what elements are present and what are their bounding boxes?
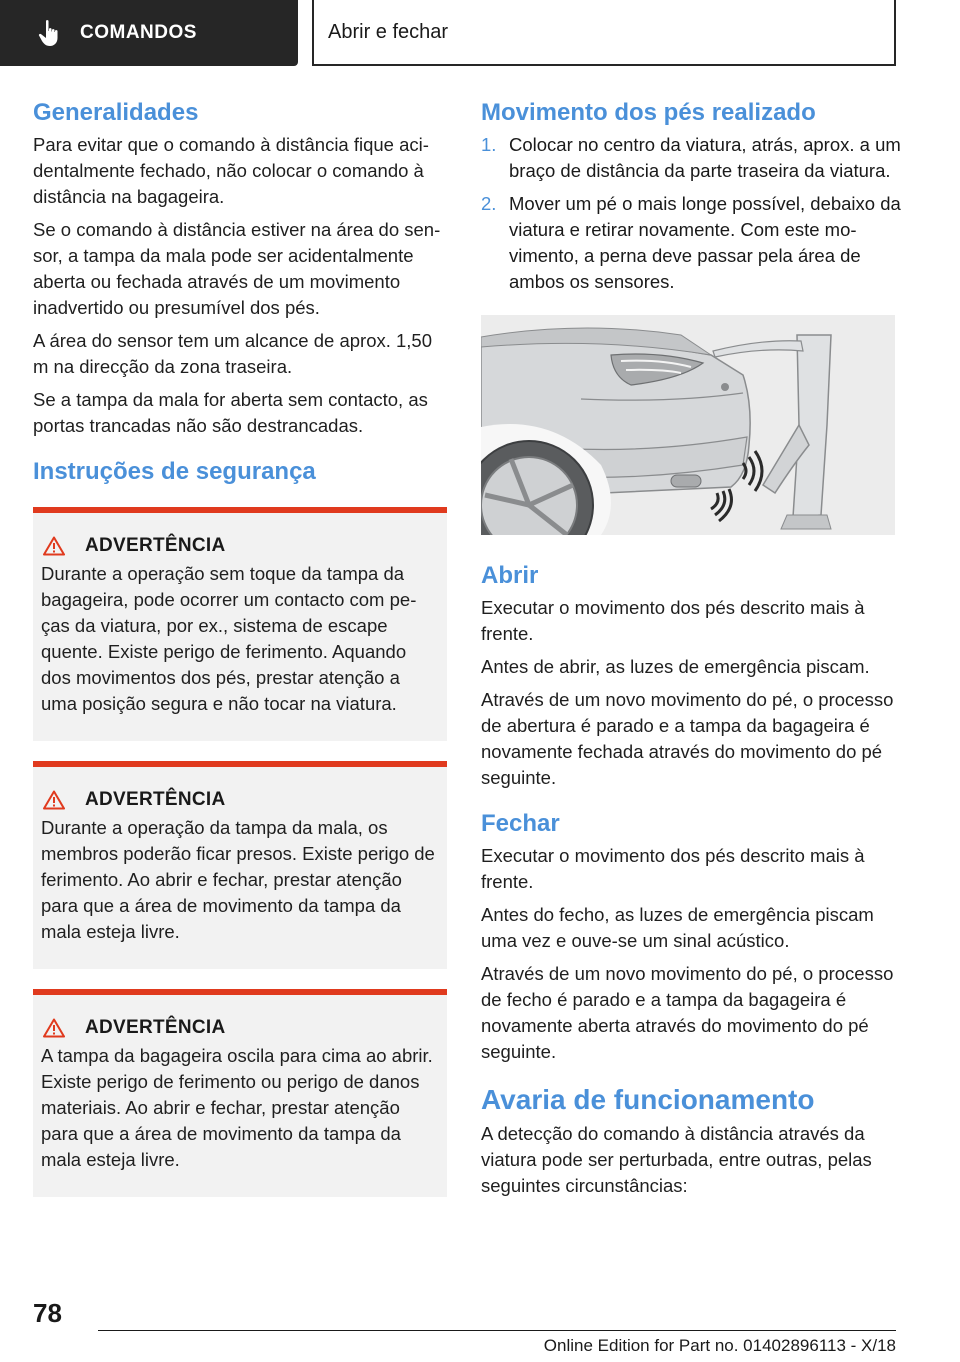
heading-seguranca: Instruções de segurança — [33, 458, 316, 485]
paragraph: Antes de abrir, as luzes de emergência piscam. — [481, 656, 870, 677]
heading-abrir: Abrir — [481, 562, 539, 589]
section-fechar — [481, 809, 901, 1065]
heading-movimento: Movimento dos pés realizado — [481, 99, 816, 126]
warning-text: A tampa da bagageira oscila para cima ao abrir. Existe perigo de ferimento ou perigo de danos materiais. Ao abrir e fechar, prestar atenção para que a área de movimento da tampa da mala esteja livre. — [41, 1045, 433, 1170]
paragraph: Para evitar que o comando à distância fique acidentalmente fechado, não colocar o comando à distância na bagageira. — [33, 134, 429, 207]
warning-triangle-icon — [43, 1018, 65, 1038]
warning-title: ADVERTÊNCIA — [85, 1017, 226, 1038]
section-title: Abrir e fechar — [312, 0, 896, 66]
page-number: 78 — [33, 1298, 62, 1328]
section-avaria — [481, 1083, 901, 1199]
warning-text: Durante a operação da tampa da mala, os membros poderão ficar presos. Existe perigo de ferimento. Ao abrir e fechar, prestar atenção para que a área de movimento da tampa da mala esteja livre. — [41, 817, 435, 942]
hand-pointer-icon — [36, 18, 62, 48]
warning-title: ADVERTÊNCIA — [85, 535, 226, 556]
step-number: 2. — [481, 193, 497, 214]
paragraph: Executar o movimento dos pés descrito mais à frente. — [481, 845, 865, 892]
warning-title: ADVERTÊNCIA — [85, 789, 226, 810]
warning-box — [33, 507, 447, 741]
footer-divider — [98, 1330, 896, 1331]
paragraph: Através de um novo movimento do pé, o processo de fecho é parado e a tampa da bagageira é novamente aberta através do movimento do pé seguinte. — [481, 963, 894, 1062]
list-item — [481, 191, 901, 295]
page-header — [0, 0, 960, 66]
heading-avaria: Avaria de funcionamento — [481, 1084, 815, 1115]
chapter-tab — [0, 0, 298, 66]
footer-edition: Online Edition for Part no. 01402896113 - X/18 — [543, 1336, 896, 1355]
step-number: 1. — [481, 134, 497, 155]
section-seguranca — [33, 457, 447, 1197]
warning-text: Durante a operação sem toque da tampa da bagageira, pode ocorrer um contacto com peças da viatura, por ex., sistema de escape quente. Existe perigo de ferimento. Aquando dos movimentos dos pés, prestar atenção a uma posição segura e não tocar na viatura. — [41, 563, 417, 714]
list-item — [481, 132, 901, 184]
heading-fechar: Fechar — [481, 810, 560, 837]
car-rear-illustration — [481, 315, 895, 535]
paragraph: Se o comando à distância estiver na área do sensor, a tampa da mala pode ser acidentalmente aberta ou fechada através de um movimento inadvertido ou presumível dos pés. — [33, 219, 441, 318]
step-text: Colocar no centro da viatura, atrás, aprox. a um braço de distância da parte traseira da viatura. — [509, 134, 901, 181]
paragraph: Executar o movimento dos pés descrito mais à frente. — [481, 597, 865, 644]
section-movimento — [481, 98, 901, 295]
section-generalidades — [33, 98, 447, 439]
heading-generalidades: Generalidades — [33, 99, 199, 126]
paragraph: Antes do fecho, as luzes de emergência piscam uma vez e ouve-se um sinal acústico. — [481, 904, 874, 951]
left-column — [33, 98, 447, 1217]
warning-triangle-icon — [43, 790, 65, 810]
paragraph: A detecção do comando à distância através da viatura pode ser perturbada, entre outras, pelas seguintes circunstâncias: — [481, 1123, 872, 1196]
chapter-tab-label: COMANDOS — [80, 22, 197, 43]
paragraph: A área do sensor tem um alcance de aprox. 1,50 m na direcção da zona traseira. — [33, 330, 433, 377]
warning-triangle-icon — [43, 536, 65, 556]
warning-box — [33, 761, 447, 969]
foot-gesture-illustration — [481, 315, 895, 535]
warning-box — [33, 989, 447, 1197]
paragraph: Através de um novo movimento do pé, o processo de abertura é parado e a tampa da bagageira é novamente fechada através do movimento do pé seguinte. — [481, 689, 894, 788]
section-abrir — [481, 561, 901, 791]
right-column — [481, 98, 901, 1217]
steps-list — [481, 132, 901, 295]
step-text: Mover um pé o mais longe possível, debaixo da viatura e retirar novamente. Com este movimento, a perna deve passar pela área de ambos os sensores. — [509, 193, 901, 292]
paragraph: Se a tampa da mala for aberta sem contacto, as portas trancadas não são destrancadas. — [33, 389, 428, 436]
